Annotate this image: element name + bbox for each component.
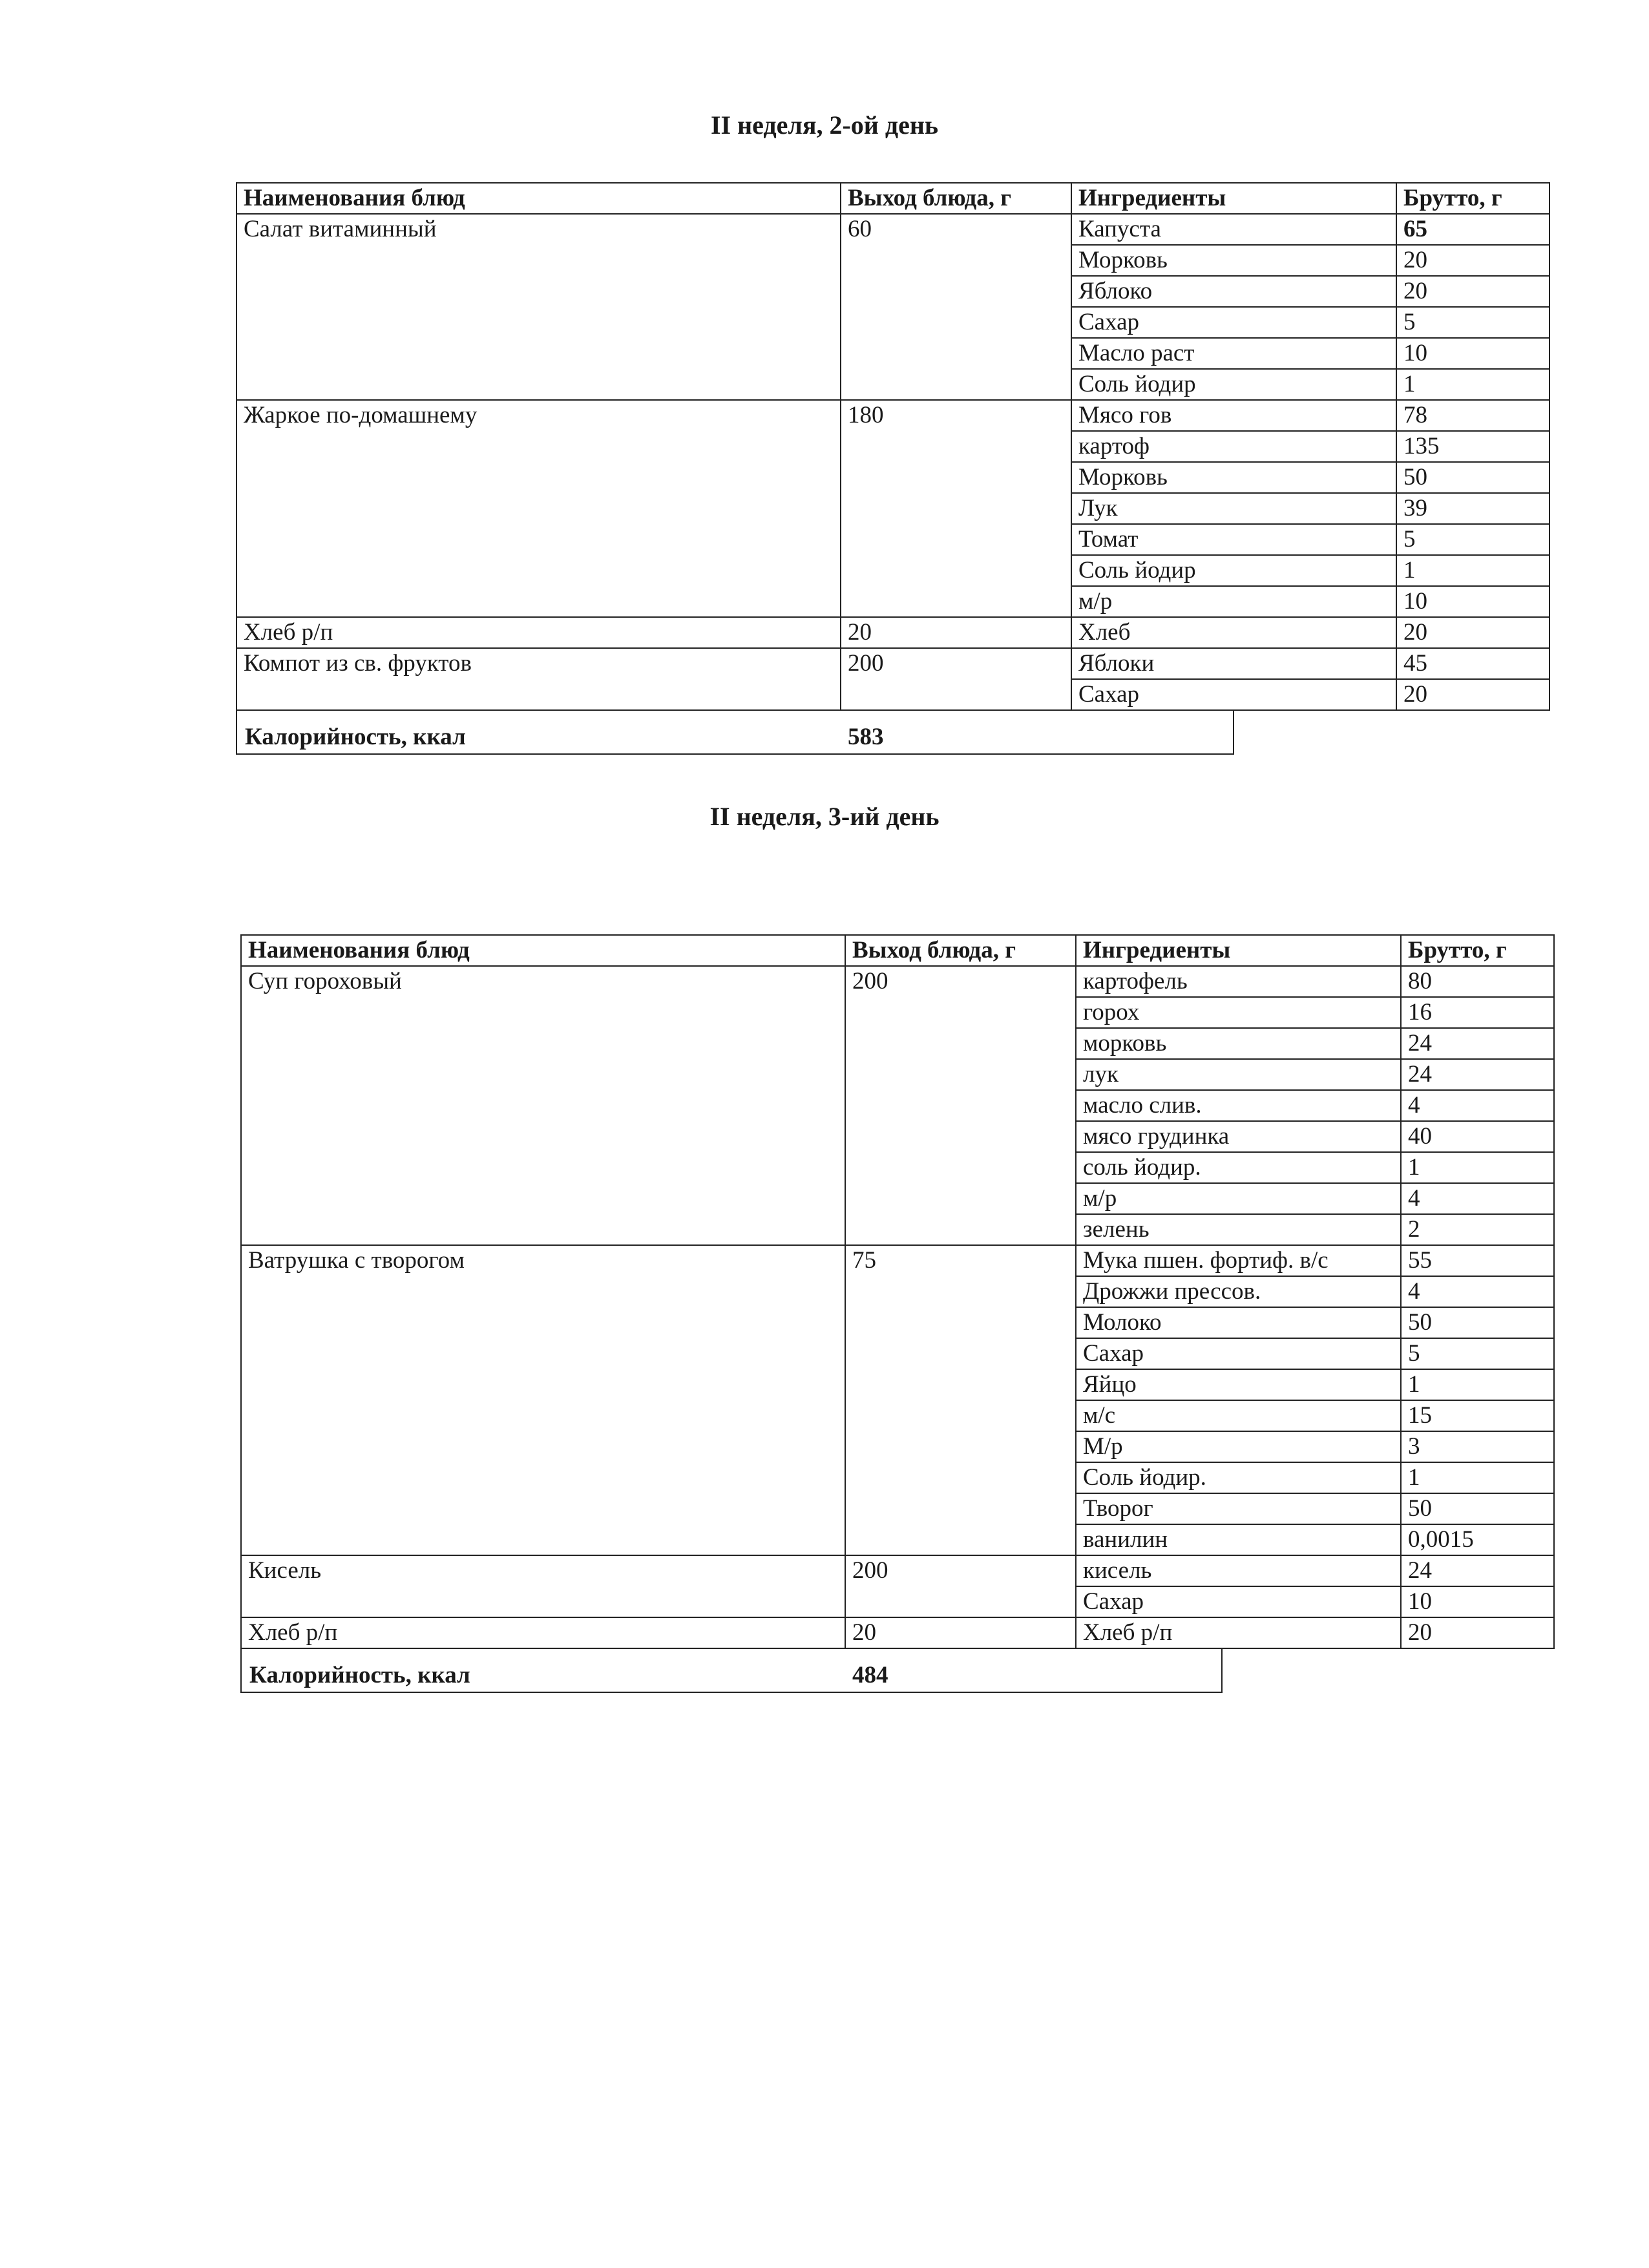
calories-value: 484 [852, 1662, 888, 1688]
dish-yield: 60 [841, 214, 1071, 400]
calories-row [236, 711, 1234, 755]
ingredient-name: Соль йодир. [1076, 1462, 1401, 1493]
ingredient-gross: 4 [1401, 1183, 1554, 1214]
ingredient-gross: 20 [1396, 617, 1549, 648]
ingredient-gross: 39 [1396, 493, 1549, 524]
ingredient-name: Лук [1071, 493, 1396, 524]
header-ingredients: Ингредиенты [1076, 935, 1401, 966]
ingredient-gross: 45 [1396, 648, 1549, 679]
header-yield: Выход блюда, г [841, 183, 1071, 214]
ingredient-gross: 78 [1396, 400, 1549, 431]
ingredient-name: Масло раст [1071, 338, 1396, 369]
table-row [236, 617, 1549, 648]
header-yield: Выход блюда, г [845, 935, 1076, 966]
ingredient-gross: 80 [1401, 966, 1554, 997]
ingredient-name: Мука пшен. фортиф. в/с [1076, 1245, 1401, 1276]
ingredient-name: Яблоко [1071, 276, 1396, 307]
dish-name: Кисель [241, 1555, 845, 1617]
ingredient-name: морковь [1076, 1028, 1401, 1059]
ingredient-name: Сахар [1071, 307, 1396, 338]
header-dish: Наименования блюд [241, 935, 845, 966]
ingredient-name: кисель [1076, 1555, 1401, 1586]
ingredient-name: мясо грудинка [1076, 1121, 1401, 1152]
ingredient-gross: 40 [1401, 1121, 1554, 1152]
ingredient-gross: 20 [1396, 276, 1549, 307]
ingredient-gross: 10 [1396, 338, 1549, 369]
day-title: II неделя, 3-ий день [709, 802, 940, 831]
ingredient-name: Капуста [1071, 214, 1396, 245]
ingredient-name: Морковь [1071, 245, 1396, 276]
ingredient-gross: 1 [1401, 1369, 1554, 1400]
ingredient-gross: 10 [1396, 586, 1549, 617]
ingredient-name: Соль йодир [1071, 555, 1396, 586]
ingredient-gross: 50 [1401, 1307, 1554, 1338]
calories-label: Калорийность, ккал [245, 724, 466, 750]
ingredient-name: Яблоки [1071, 648, 1396, 679]
table-row [236, 214, 1549, 245]
ingredient-name: картоф [1071, 431, 1396, 462]
calories-label: Калорийность, ккал [249, 1662, 470, 1688]
ingredient-gross: 1 [1396, 555, 1549, 586]
ingredient-gross: 2 [1401, 1214, 1554, 1245]
menu-table [236, 182, 1550, 711]
ingredient-gross: 16 [1401, 997, 1554, 1028]
ingredient-name: Творог [1076, 1493, 1401, 1524]
dish-yield: 180 [841, 400, 1071, 617]
header-gross: Брутто, г [1401, 935, 1554, 966]
ingredient-name: Сахар [1071, 679, 1396, 710]
ingredient-name: м/р [1071, 586, 1396, 617]
ingredient-name: м/с [1076, 1400, 1401, 1431]
ingredient-name: Яйцо [1076, 1369, 1401, 1400]
ingredient-name: Соль йодир [1071, 369, 1396, 400]
ingredient-name: Сахар [1076, 1338, 1401, 1369]
ingredient-name: Томат [1071, 524, 1396, 555]
day-title: II неделя, 2-ой день [710, 110, 939, 140]
ingredient-name: ванилин [1076, 1524, 1401, 1555]
table-row [241, 1555, 1554, 1586]
dish-name: Суп гороховый [241, 966, 845, 1245]
ingredient-gross: 5 [1396, 524, 1549, 555]
calories-value: 583 [848, 724, 884, 750]
ingredient-name: лук [1076, 1059, 1401, 1090]
dish-name: Жаркое по-домашнему [236, 400, 841, 617]
ingredient-gross: 20 [1401, 1617, 1554, 1648]
calories-row [240, 1649, 1223, 1693]
ingredient-name: м/р [1076, 1183, 1401, 1214]
dish-name: Хлеб р/п [241, 1617, 845, 1648]
header-row [241, 935, 1554, 966]
ingredient-gross: 50 [1396, 462, 1549, 493]
ingredient-name: Молоко [1076, 1307, 1401, 1338]
ingredient-gross: 24 [1401, 1059, 1554, 1090]
dish-yield: 75 [845, 1245, 1076, 1555]
ingredient-gross: 65 [1396, 214, 1549, 245]
dish-name: Хлеб р/п [236, 617, 841, 648]
dish-yield: 20 [841, 617, 1071, 648]
ingredient-name: Хлеб [1071, 617, 1396, 648]
header-gross: Брутто, г [1396, 183, 1549, 214]
ingredient-name: зелень [1076, 1214, 1401, 1245]
header-dish: Наименования блюд [236, 183, 841, 214]
table-row [241, 1245, 1554, 1276]
ingredient-name: Мясо гов [1071, 400, 1396, 431]
ingredient-gross: 4 [1401, 1090, 1554, 1121]
ingredient-name: М/р [1076, 1431, 1401, 1462]
table-row [241, 1617, 1554, 1648]
ingredient-gross: 10 [1401, 1586, 1554, 1617]
ingredient-name: Морковь [1071, 462, 1396, 493]
table-row [241, 966, 1554, 997]
ingredient-gross: 1 [1401, 1462, 1554, 1493]
ingredient-name: Сахар [1076, 1586, 1401, 1617]
ingredient-gross: 20 [1396, 679, 1549, 710]
ingredient-gross: 20 [1396, 245, 1549, 276]
ingredient-gross: 24 [1401, 1028, 1554, 1059]
ingredient-gross: 135 [1396, 431, 1549, 462]
ingredient-gross: 4 [1401, 1276, 1554, 1307]
dish-yield: 20 [845, 1617, 1076, 1648]
ingredient-name: картофель [1076, 966, 1401, 997]
table-row [236, 648, 1549, 679]
ingredient-gross: 5 [1396, 307, 1549, 338]
ingredient-name: горох [1076, 997, 1401, 1028]
ingredient-gross: 1 [1396, 369, 1549, 400]
ingredient-name: Дрожжи прессов. [1076, 1276, 1401, 1307]
ingredient-gross: 3 [1401, 1431, 1554, 1462]
ingredient-gross: 24 [1401, 1555, 1554, 1586]
ingredient-name: масло слив. [1076, 1090, 1401, 1121]
ingredient-gross: 5 [1401, 1338, 1554, 1369]
dish-name: Ватрушка с творогом [241, 1245, 845, 1555]
dish-yield: 200 [845, 1555, 1076, 1617]
dish-yield: 200 [841, 648, 1071, 710]
dish-yield: 200 [845, 966, 1076, 1245]
table-row [236, 400, 1549, 431]
menu-table [240, 934, 1555, 1649]
dish-name: Салат витаминный [236, 214, 841, 400]
ingredient-gross: 1 [1401, 1152, 1554, 1183]
dish-name: Компот из св. фруктов [236, 648, 841, 710]
header-row [236, 183, 1549, 214]
ingredient-name: Хлеб р/п [1076, 1617, 1401, 1648]
ingredient-gross: 50 [1401, 1493, 1554, 1524]
ingredient-name: соль йодир. [1076, 1152, 1401, 1183]
ingredient-gross: 0,0015 [1401, 1524, 1554, 1555]
ingredient-gross: 15 [1401, 1400, 1554, 1431]
header-ingredients: Ингредиенты [1071, 183, 1396, 214]
ingredient-gross: 55 [1401, 1245, 1554, 1276]
